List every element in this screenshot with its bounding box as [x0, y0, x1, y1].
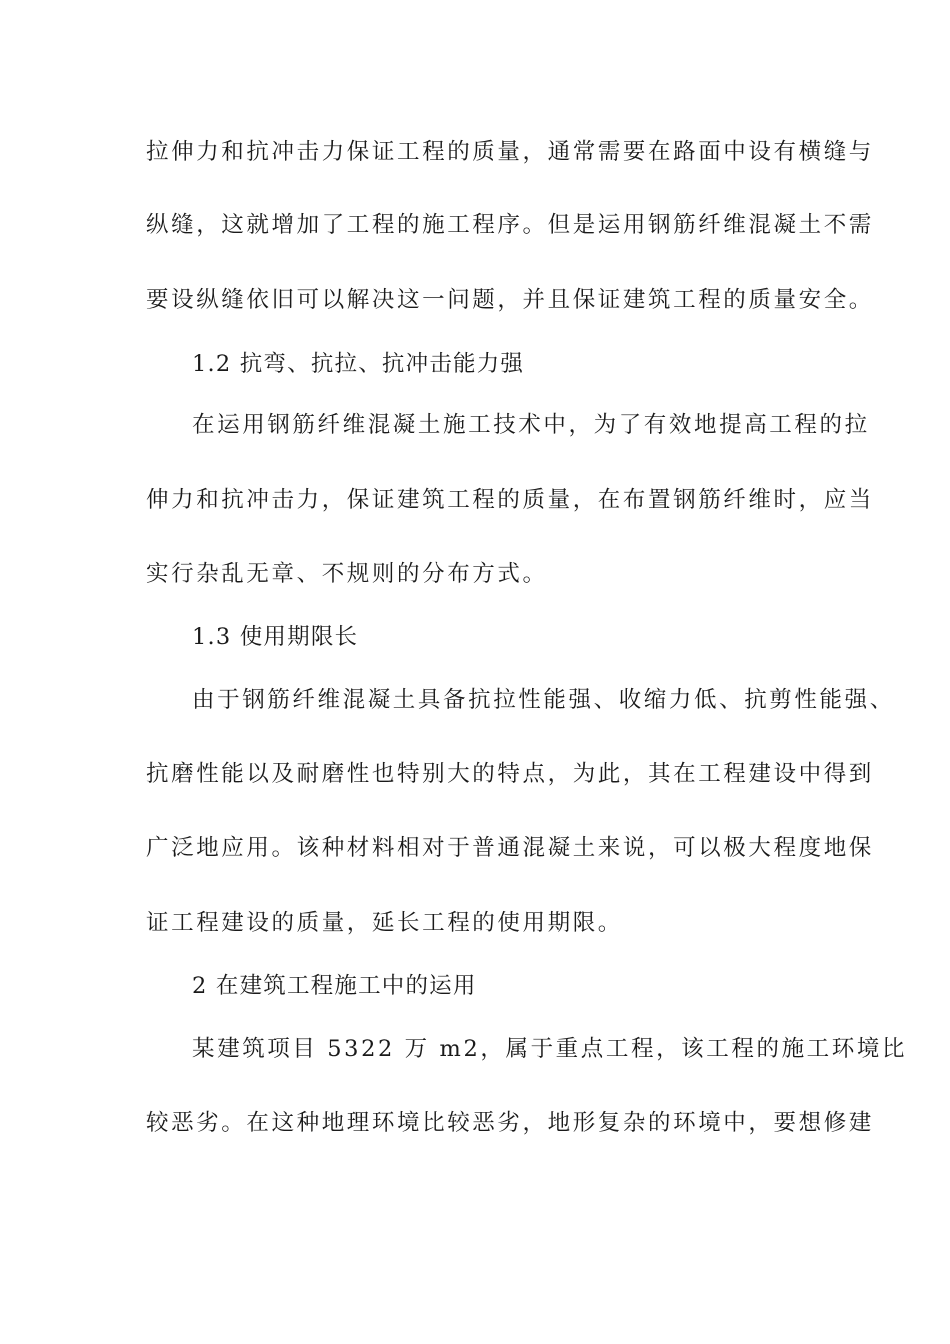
paragraph-line: 实行杂乱无章、不规则的分布方式。: [146, 561, 548, 587]
section-heading: 1.2 抗弯、抗拉、抗冲击能力强: [192, 351, 525, 377]
paragraph-line: 抗磨性能以及耐磨性也特别大的特点，为此，其在工程建设中得到: [146, 761, 874, 787]
paragraph-line: 要设纵缝依旧可以解决这一问题，并且保证建筑工程的质量安全。: [146, 287, 874, 313]
paragraph-line: 较恶劣。在这种地理环境比较恶劣，地形复杂的环境中，要想修建: [146, 1110, 874, 1136]
paragraph-line: 拉伸力和抗冲击力保证工程的质量，通常需要在路面中设有横缝与: [146, 139, 874, 165]
paragraph-line: 纵缝，这就增加了工程的施工程序。但是运用钢筋纤维混凝土不需: [146, 212, 874, 238]
paragraph-line: 由于钢筋纤维混凝土具备抗拉性能强、收缩力低、抗剪性能强、: [192, 687, 895, 713]
section-heading: 2 在建筑工程施工中的运用: [192, 973, 477, 999]
section-heading: 1.3 使用期限长: [192, 624, 359, 650]
paragraph-line: 伸力和抗冲击力，保证建筑工程的质量，在布置钢筋纤维时，应当: [146, 487, 874, 513]
paragraph-line: 广泛地应用。该种材料相对于普通混凝土来说，可以极大程度地保: [146, 835, 874, 861]
paragraph-line: 证工程建设的质量，延长工程的使用期限。: [146, 910, 623, 936]
paragraph-line: 某建筑项目 5322 万 m2，属于重点工程，该工程的施工环境比: [192, 1036, 908, 1062]
paragraph-line: 在运用钢筋纤维混凝土施工技术中，为了有效地提高工程的拉: [192, 412, 870, 438]
